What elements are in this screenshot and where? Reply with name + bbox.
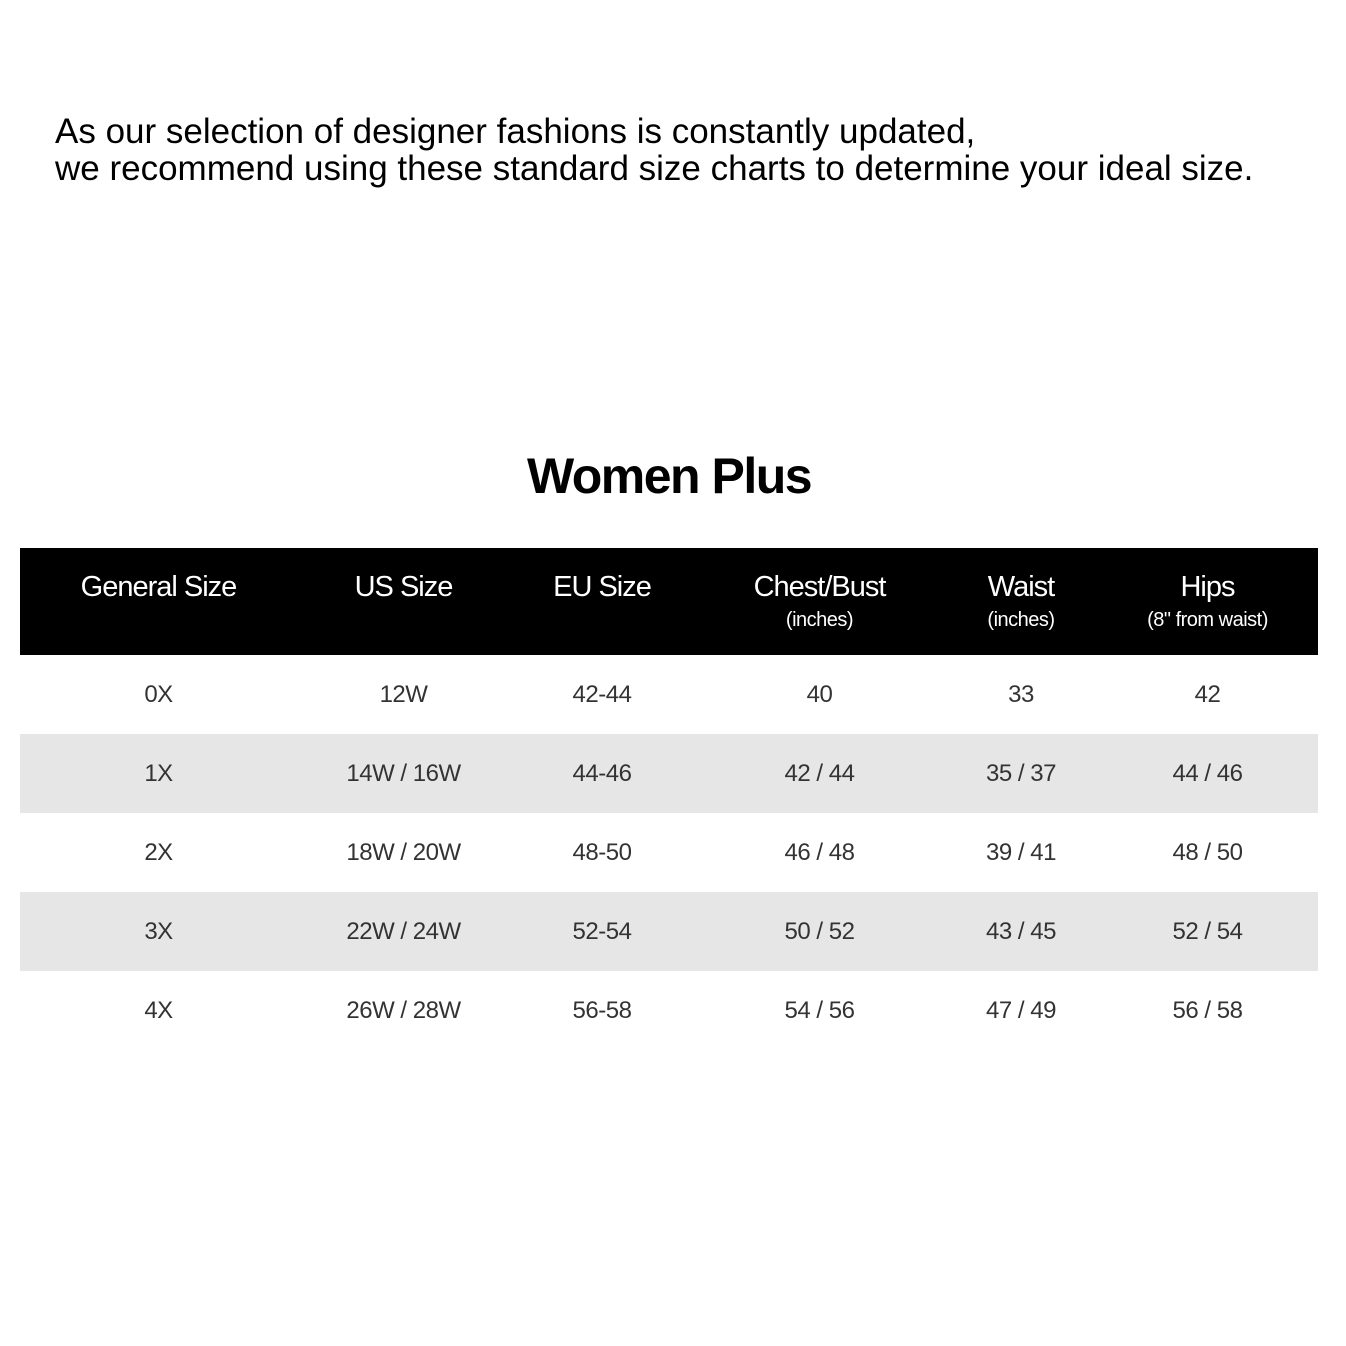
cell-hips: 48 / 50 bbox=[1172, 838, 1243, 866]
cell-general-size: 3X bbox=[20, 892, 297, 971]
cell-chest-bust: 50 / 52 bbox=[694, 892, 945, 971]
cell-us-size: 14W / 16W bbox=[297, 734, 510, 813]
cell-hips: 44 / 46 bbox=[1097, 734, 1318, 813]
table-row bbox=[20, 892, 1318, 971]
column-header-hips bbox=[1097, 548, 1318, 655]
cell-general-size: 0X bbox=[144, 680, 173, 708]
column-header-label: Waist bbox=[987, 571, 1055, 603]
cell-us-size: 18W / 20W bbox=[346, 838, 461, 866]
cell-chest-bust: 42 / 44 bbox=[694, 734, 945, 813]
cell-eu-size: 44-46 bbox=[510, 734, 694, 813]
column-header-waist bbox=[945, 548, 1097, 655]
cell-general-size: 4X bbox=[144, 996, 173, 1024]
cell-eu-size: 48-50 bbox=[572, 838, 632, 866]
column-header-label: Hips bbox=[1180, 571, 1235, 603]
table-row bbox=[20, 971, 1318, 1050]
cell-hips: 52 / 54 bbox=[1097, 892, 1318, 971]
column-header-label: General Size bbox=[80, 571, 237, 603]
intro-line-2: we recommend using these standard size charts to determine your ideal size. bbox=[55, 149, 1254, 188]
cell-hips: 42 bbox=[1194, 680, 1221, 708]
column-header-us-size bbox=[297, 548, 510, 655]
cell-waist: 35 / 37 bbox=[945, 734, 1097, 813]
cell-general-size: 2X bbox=[144, 838, 173, 866]
column-header-eu-size bbox=[510, 548, 694, 655]
table-row bbox=[20, 655, 1318, 734]
column-header-chest-bust bbox=[694, 548, 945, 655]
cell-us-size: 22W / 24W bbox=[297, 892, 510, 971]
cell-waist: 39 / 41 bbox=[986, 838, 1056, 866]
column-header-unit: (8" from waist) bbox=[1147, 609, 1268, 631]
column-header-general-size bbox=[20, 548, 297, 655]
chart-title: Women Plus bbox=[526, 448, 812, 504]
cell-waist: 33 bbox=[1008, 680, 1034, 708]
column-header-label: Chest/Bust bbox=[753, 571, 886, 603]
size-chart-table bbox=[20, 548, 1318, 1050]
cell-waist: 43 / 45 bbox=[945, 892, 1097, 971]
table-row bbox=[20, 813, 1318, 892]
cell-eu-size: 42-44 bbox=[572, 680, 632, 708]
intro-line-1: As our selection of designer fashions is constantly updated, bbox=[55, 112, 976, 151]
cell-eu-size: 52-54 bbox=[510, 892, 694, 971]
column-header-label: US Size bbox=[354, 571, 453, 603]
column-header-label: EU Size bbox=[553, 571, 651, 603]
cell-chest-bust: 54 / 56 bbox=[784, 996, 855, 1024]
column-header-unit: (inches) bbox=[987, 609, 1055, 631]
column-header-unit: (inches) bbox=[785, 609, 854, 631]
cell-us-size: 26W / 28W bbox=[346, 996, 461, 1024]
table-header-row bbox=[20, 548, 1318, 655]
cell-chest-bust: 40 bbox=[806, 680, 833, 708]
table-row bbox=[20, 734, 1318, 813]
cell-general-size: 1X bbox=[20, 734, 297, 813]
cell-chest-bust: 46 / 48 bbox=[784, 838, 855, 866]
cell-us-size: 12W bbox=[379, 680, 428, 708]
intro-text bbox=[55, 113, 1335, 187]
cell-waist: 47 / 49 bbox=[986, 996, 1056, 1024]
cell-eu-size: 56-58 bbox=[572, 996, 632, 1024]
cell-hips: 56 / 58 bbox=[1172, 996, 1243, 1024]
